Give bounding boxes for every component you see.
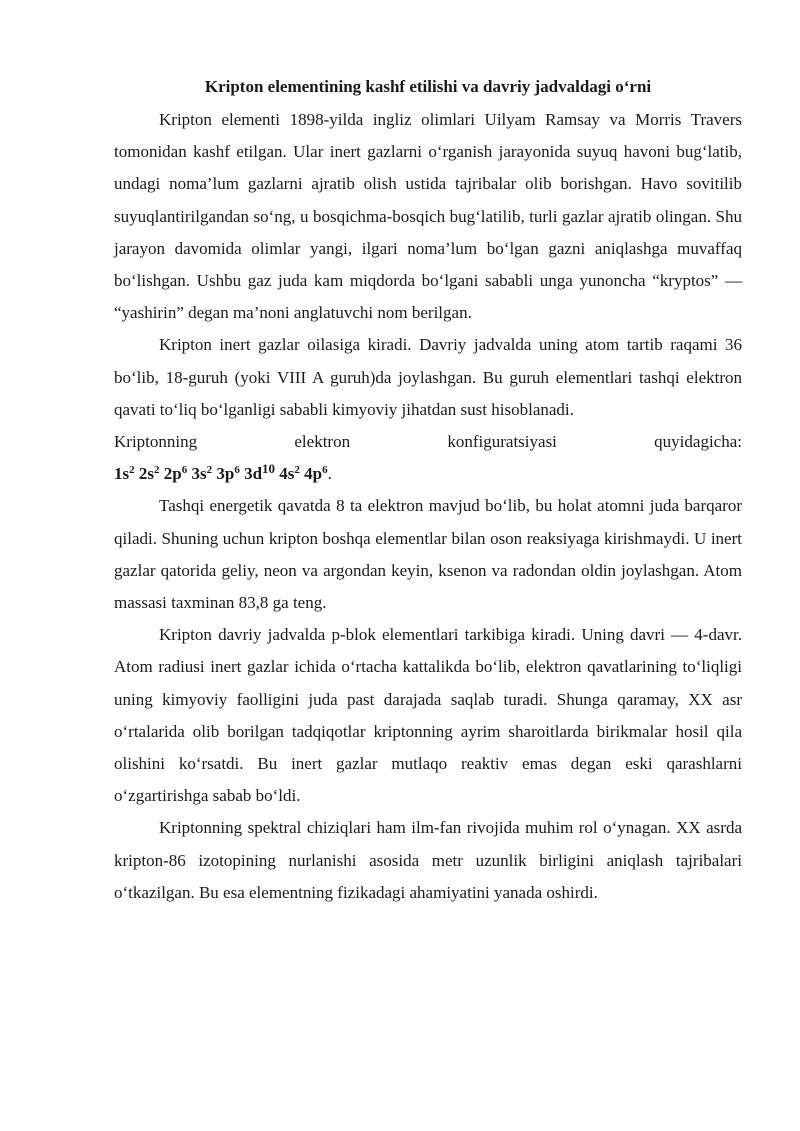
exponent: 10 <box>262 461 276 477</box>
exponent: 6 <box>234 464 240 477</box>
electron-configuration <box>114 458 742 490</box>
exponent: 2 <box>154 464 160 477</box>
document-title: Kripton elementining kashf etilishi va davriy jadvaldagi o‘rni <box>204 77 652 96</box>
exponent: 2 <box>129 464 135 477</box>
paragraph-p-block: Kripton davriy jadvalda p-blok elementlari tarkibiga kiradi. Uning davri — 4-davr. Atom radiusi inert gazlar ichida o‘rtacha kattalikda bo‘lib, elektron qavatlarining to‘liqligi uning kimyoviy faolligini juda past darajada saqlab turadi. Shunga qaramay, XX asr o‘rtalarida olib borilgan tadqiqotlar kriptonning ayrim sharoitlarda birikmalar hosil qila olishini ko‘rsatdi. Bu inert gazlar mutlaqo reaktiv emas degan eski qarashlarni o‘zgartirishga sabab bo‘ldi. <box>114 625 742 806</box>
exponent: 6 <box>322 464 328 477</box>
orbital-1s: 1s <box>114 464 130 484</box>
orbital-3d: 3d <box>244 464 263 484</box>
paragraph-group <box>114 329 742 490</box>
orbital-4p: 4p <box>304 464 323 484</box>
formula-period: . <box>327 464 332 484</box>
paragraph-discovery: Kripton elementi 1898-yilda ingliz olimlari Uilyam Ramsay va Morris Travers tomonidan kashf etilgan. Ular inert gazlarni o‘rganish jarayonida suyuq havoni bug‘latib, undagi noma’lum gazlarni ajratib olish ustida tajribalar olib borishgan. Havo sovitilib suyuqlantirilgandan so‘ng, u bosqichma-bosqich bug‘latilib, turli gazlar ajratib olingan. Shu jarayon davomida olimlar yangi, ilgari noma’lum bo‘lgan gazni aniqlashga muvaffaq bo‘lishgan. Ushbu gaz juda kam miqdorda bo‘lgani sababli unga yunoncha “kryptos” — “yashirin” degan ma’noni anglatuvchi nom berilgan. <box>114 110 742 323</box>
orbital-2p: 2p <box>163 464 182 484</box>
paragraph-spectral: Kriptonning spektral chiziqlari ham ilm-fan rivojida muhim rol o‘ynagan. XX asrda kripton-86 izotopining nurlanishi asosida metr uzunlik birligini aniqlash tajribalari o‘tkazilgan. Bu esa elementning fizikadagi ahamiyatini yanada oshirdi. <box>114 818 742 902</box>
config-label: Kriptonning elektron konfiguratsiyasi quyidagicha: <box>114 432 742 452</box>
orbital-3s: 3s <box>191 464 207 484</box>
orbital-2s: 2s <box>138 464 154 484</box>
orbital-4s: 4s <box>279 464 295 484</box>
paragraph-stability: Tashqi energetik qavatda 8 ta elektron mavjud bo‘lib, bu holat atomni juda barqaror qiladi. Shuning uchun kripton boshqa elementlar bilan oson reaksiyaga kirishmaydi. U inert gazlar qatorida geliy, neon va argondan keyin, ksenon va radondan oldin joylashgan. Atom massasi taxminan 83,8 ga teng. <box>114 496 742 613</box>
paragraph-group-text: Kripton inert gazlar oilasiga kiradi. Davriy jadvalda uning atom tartib raqami 36 bo‘lib, 18-guruh (yoki VIII A guruh)da joylashgan. Bu guruh elementlari tashqi elektron qavati to‘liq bo‘lganligi sababli kimyoviy jihatdan sust hisoblanadi. <box>114 335 742 419</box>
orbital-3p: 3p <box>216 464 235 484</box>
exponent: 2 <box>206 464 213 477</box>
exponent: 6 <box>181 464 188 477</box>
document-page <box>114 74 742 909</box>
exponent: 2 <box>294 464 300 477</box>
